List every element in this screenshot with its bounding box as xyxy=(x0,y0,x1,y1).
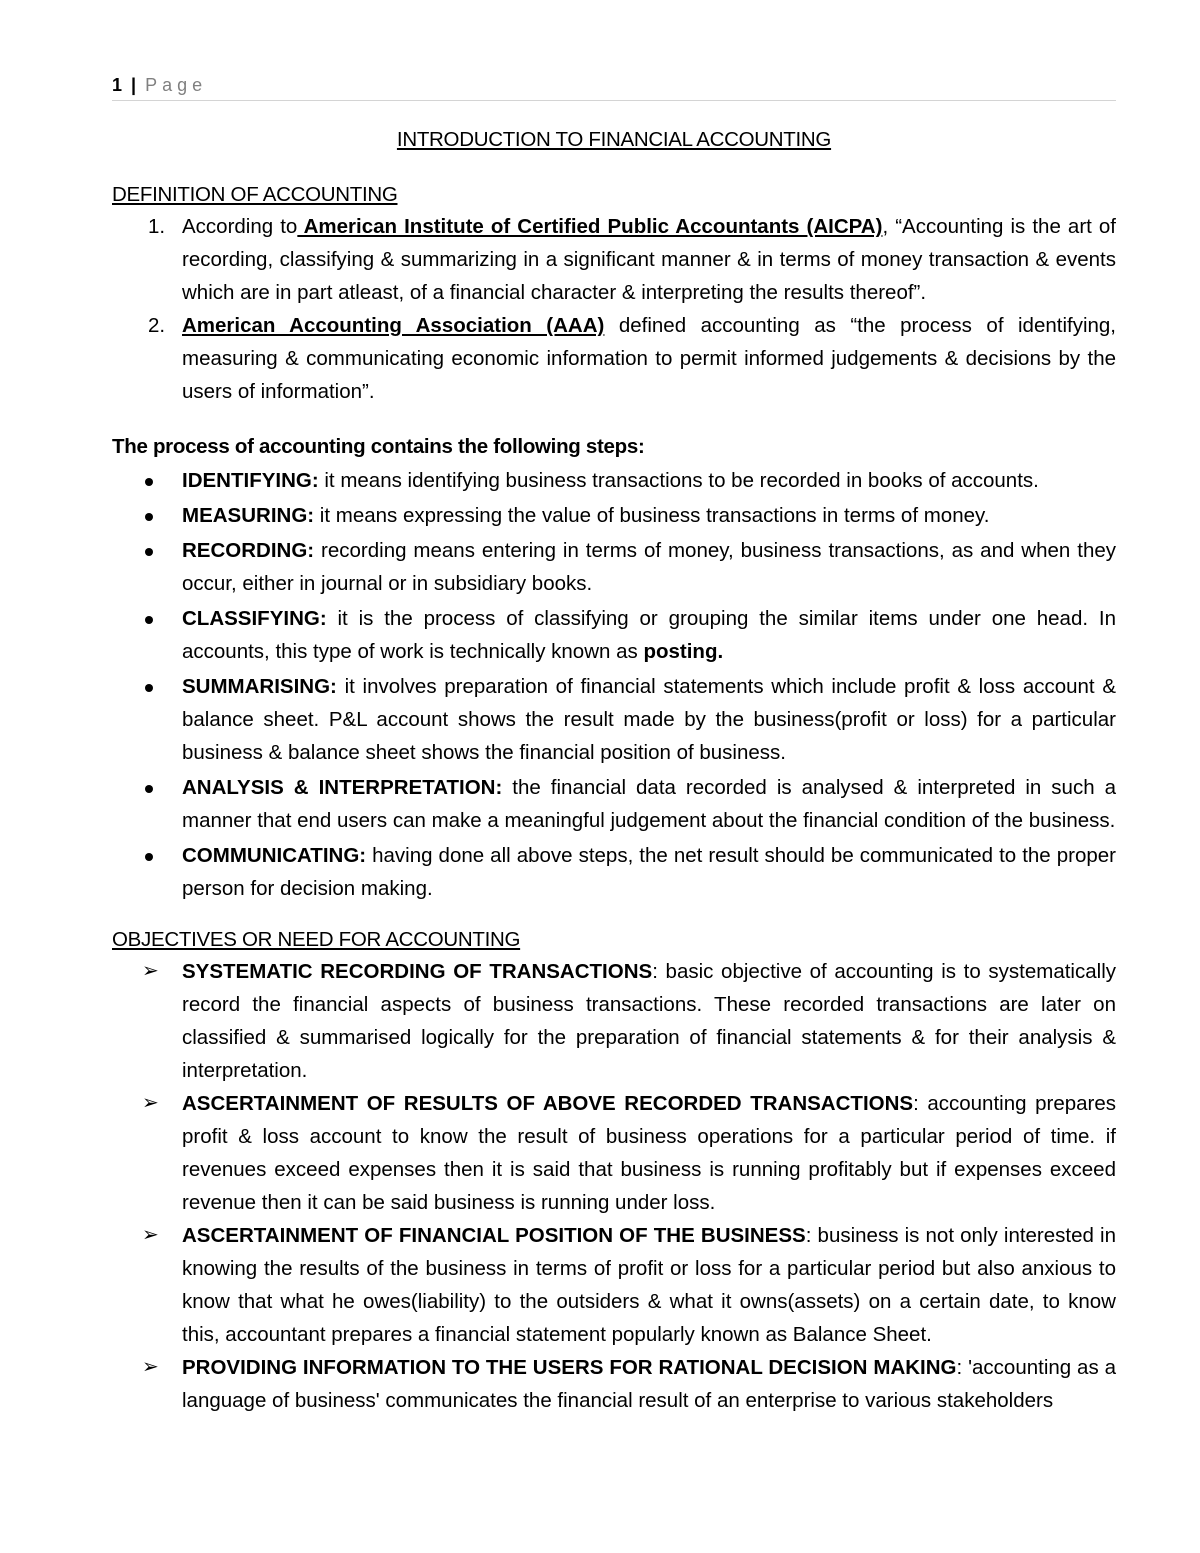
objective-label: ASCERTAINMENT OF RESULTS OF ABOVE RECORDED TRANSACTIONS xyxy=(182,1092,914,1115)
step-text: having done all above steps, the net result should be communicated to the proper person for decision making. xyxy=(182,844,1116,900)
step-text: it means identifying business transactions to be recorded in books of accounts. xyxy=(318,469,1039,492)
definition-text: , “Accounting is the art of recording, classifying & summarizing in a significant manner & in terms of money transaction & events which are in part atleast, of a financial character & interpreting the results thereof”. xyxy=(182,215,1116,304)
bullet-icon xyxy=(145,478,153,486)
step-label: MEASURING: xyxy=(182,504,315,527)
definition-text-pre: According to xyxy=(182,215,298,238)
step-label: SUMMARISING: xyxy=(182,675,337,698)
bullet-icon xyxy=(145,785,153,793)
step-label: CLASSIFYING: xyxy=(182,607,327,630)
objectives-heading: OBJECTIVES OR NEED FOR ACCOUNTING xyxy=(112,928,521,951)
process-step xyxy=(112,602,1116,668)
definition-heading: DEFINITION OF ACCOUNTING xyxy=(112,183,398,206)
definition-item xyxy=(112,309,1116,408)
process-step xyxy=(112,771,1116,837)
step-emphasis: posting. xyxy=(643,640,724,663)
step-label: IDENTIFYING: xyxy=(182,469,319,492)
definition-org: American Accounting Association (AAA) xyxy=(182,314,605,337)
process-step xyxy=(112,499,1116,532)
arrow-bullet-icon: ➢ xyxy=(142,1224,159,1246)
step-text: it means expressing the value of business transactions in terms of money. xyxy=(314,504,990,527)
process-step xyxy=(112,839,1116,905)
definition-item xyxy=(112,210,1116,309)
process-step xyxy=(112,670,1116,769)
bullet-icon xyxy=(145,853,153,861)
objective-text: : basic objective of accounting is to systematically record the financial aspects of business transactions. These recorded transactions are later on classified & summarised logically for the preparation of financial statements & for their analysis & interpretation. xyxy=(182,960,1116,1082)
objective-item xyxy=(112,1219,1116,1351)
step-text: recording means entering in terms of money, business transactions, as and when they occur, either in journal or in subsidiary books. xyxy=(182,539,1116,595)
bullet-icon xyxy=(145,684,153,692)
objective-item xyxy=(112,1351,1116,1417)
bullet-icon xyxy=(145,616,153,624)
arrow-bullet-icon: ➢ xyxy=(142,1356,159,1378)
arrow-bullet-icon: ➢ xyxy=(142,1092,159,1114)
process-step xyxy=(112,534,1116,600)
page-separator: | xyxy=(131,75,137,95)
definition-org: American Institute of Certified Public Accountants (AICPA) xyxy=(297,215,883,238)
objectives-list xyxy=(112,955,1116,1417)
process-steps-list xyxy=(112,464,1116,905)
process-heading: The process of accounting contains the following steps: xyxy=(112,435,645,458)
step-label: COMMUNICATING: xyxy=(182,844,367,867)
bullet-icon xyxy=(145,548,153,556)
step-text: it is the process of classifying or grouping the similar items under one head. In accounts, this type of work is technically known as xyxy=(182,607,1116,663)
bullet-icon xyxy=(145,513,153,521)
objective-label: SYSTEMATIC RECORDING OF TRANSACTIONS xyxy=(182,960,653,983)
document-title: INTRODUCTION TO FINANCIAL ACCOUNTING xyxy=(396,128,832,151)
page-number: 1 xyxy=(112,75,123,95)
document-body xyxy=(112,180,1116,1417)
objective-text: : business is not only interested in knowing the results of the business in terms of profit or loss for a particular period but also anxious to know that what he owes(liability) to the outsiders & what it owns(assets) on a certain date, to know this, accountant prepares a financial statement popularly known as Balance Sheet. xyxy=(182,1224,1116,1346)
step-text: it involves preparation of financial statements which include profit & loss account & balance sheet. P&L account shows the result made by the business(profit or loss) for a particular business & balance sheet shows the financial position of business. xyxy=(182,675,1116,764)
definition-list xyxy=(112,210,1116,408)
step-label: ANALYSIS & INTERPRETATION: xyxy=(182,776,503,799)
objective-text: : accounting prepares profit & loss account to know the result of business operations for a particular period of time. if revenues exceed expenses then it is said that business is running profitably but if expenses exceed revenue then it can be said business is running under loss. xyxy=(182,1092,1116,1214)
definition-text: defined accounting as “the process of identifying, measuring & communicating economic information to permit informed judgements & decisions by the users of information”. xyxy=(182,314,1117,403)
page-label: Page xyxy=(145,75,208,95)
objective-label: ASCERTAINMENT OF FINANCIAL POSITION OF THE BUSINESS xyxy=(182,1224,806,1247)
list-number: 2. xyxy=(148,314,166,337)
objective-item xyxy=(112,955,1116,1087)
arrow-bullet-icon: ➢ xyxy=(142,960,159,982)
list-number: 1. xyxy=(148,215,166,238)
page-header xyxy=(112,74,1116,101)
process-step xyxy=(112,464,1116,497)
objective-label: PROVIDING INFORMATION TO THE USERS FOR RATIONAL DECISION MAKING xyxy=(182,1356,957,1379)
step-text: the financial data recorded is analysed & interpreted in such a manner that end users can make a meaningful judgement about the financial condition of the business. xyxy=(182,776,1117,832)
step-label: RECORDING: xyxy=(182,539,315,562)
objective-item xyxy=(112,1087,1116,1219)
objective-text: : 'accounting as a language of business' communicates the financial result of an enterprise to various stakeholders xyxy=(182,1356,1117,1412)
